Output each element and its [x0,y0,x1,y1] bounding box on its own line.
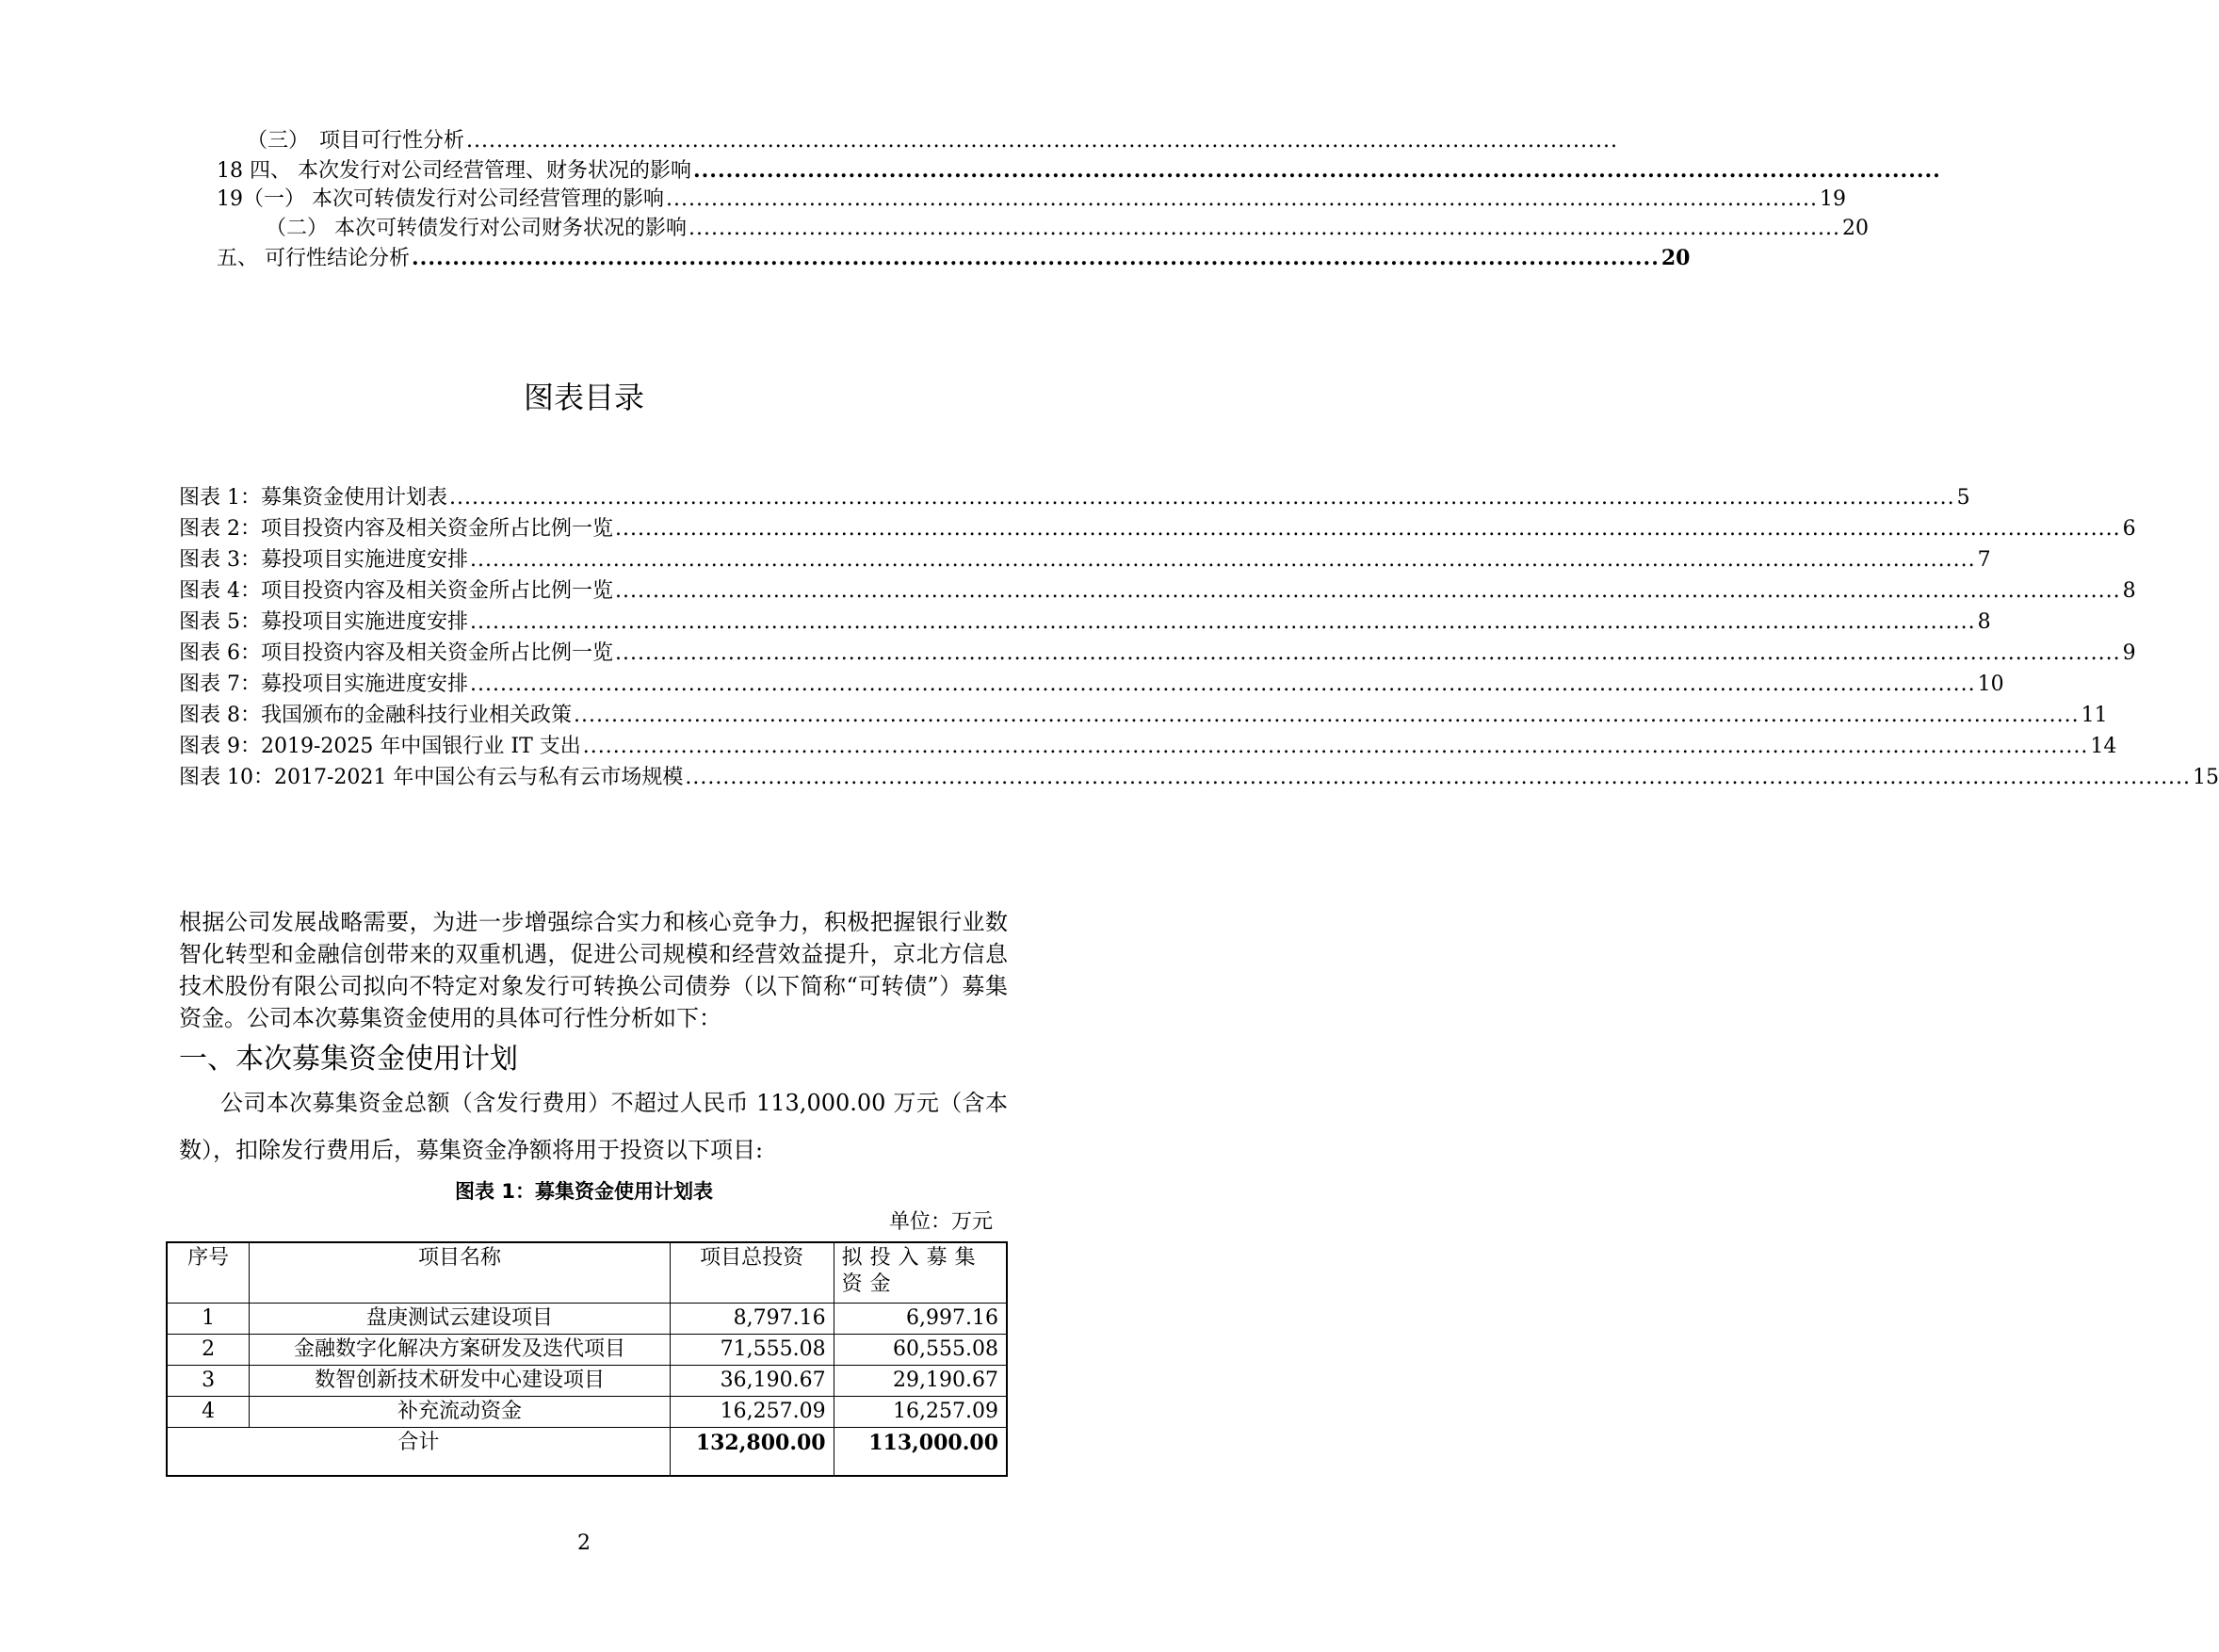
row-no: 3 [167,1365,250,1396]
header-cell: 项目总投资 [670,1242,834,1303]
table-row [167,1365,1007,1396]
toc-leader: ......................................................................................................................................................... [688,217,1840,240]
figure-leader: ........................................................................................................................................................................................................ [449,486,1955,510]
row-raise: 6,997.16 [834,1303,1007,1334]
figure-entry-label: 图表 10：2017-2021 年中国公有云与私有云市场规模 [179,766,684,789]
table-header-row [167,1242,1007,1303]
figure-leader: ........................................................................................................................................................................................................ [685,766,2192,789]
toc-leader: ......................................................................................................................................................... [466,129,1618,153]
toc-entry[interactable] [247,127,1618,155]
row-name: 数智创新技术研发中心建设项目 [250,1365,670,1396]
page-number: 2 [577,1531,591,1555]
total-raise: 113,000.00 [834,1427,1007,1476]
row-name: 金融数字化解决方案研发及迭代项目 [250,1334,670,1365]
row-total: 16,257.09 [670,1396,834,1427]
figure-entry-page: 10 [1977,672,2004,696]
toc-entry-text: 19（一） 本次可转债发行对公司经营管理的影响 [217,187,664,211]
figure-entry[interactable] [179,515,2136,543]
row-no: 4 [167,1396,250,1427]
figure-entry-page: 8 [1977,610,1991,634]
row-total: 8,797.16 [670,1303,834,1334]
toc-leader: ......................................................................................................................................................... [412,246,1660,270]
toc-entry-text: 五、 可行性结论分析 [217,247,410,270]
figure-entry-label: 图表 4：项目投资内容及相关资金所占比例一览 [179,579,613,603]
figure-leader: ........................................................................................................................................................................................................ [470,548,1976,572]
header-cell: 序号 [167,1242,250,1303]
figure-entry-page: 11 [2081,704,2108,727]
row-name: 盘庚测试云建设项目 [250,1303,670,1334]
figure-entry-label: 图表 2：项目投资内容及相关资金所占比例一览 [179,517,613,541]
figure-entry-label: 图表 1：募集资金使用计划表 [179,486,447,510]
table-unit: 单位：万元 [888,1210,993,1234]
row-total: 71,555.08 [670,1334,834,1365]
figures-title: 图表目录 [523,380,644,415]
figure-entry-page: 8 [2122,579,2136,603]
intro-paragraph: 根据公司发展战略需要，为进一步增强综合实力和核心竞争力，积极把握银行业数智化转型和金融信创带来的双重机遇，促进公司规模和经营效益提升，京北方信息技术股份有限公司拟向不特定对象发行可转换公司债券（以下简称“可转债”）募集资金。公司本次募集资金使用的具体可行性分析如下： [179,909,1008,1031]
toc-entry[interactable] [266,215,1869,243]
figure-entry-page: 14 [2090,735,2117,758]
figure-leader: ........................................................................................................................................................................................................ [574,704,2080,727]
figure-entry[interactable] [179,764,2219,792]
row-raise: 60,555.08 [834,1334,1007,1365]
figure-entry-page: 7 [1977,548,1991,572]
toc-entry-page: 20 [1841,217,1869,240]
toc-entry-text: （三） 项目可行性分析 [247,129,465,153]
figure-entry[interactable] [179,702,2108,730]
total-total: 132,800.00 [670,1427,834,1476]
figure-entry-page: 9 [2122,641,2136,665]
figure-entry[interactable] [179,671,2004,699]
toc-entry-text: （二） 本次可转债发行对公司财务状况的影响 [266,217,687,240]
figure-entry[interactable] [179,577,2136,606]
toc-entry-page: 20 [1660,246,1691,270]
figure-entry-label: 图表 5：募投项目实施进度安排 [179,610,468,634]
toc-entry-page: 19 [1819,187,1846,211]
funding-table [166,1241,1008,1477]
row-raise: 29,190.67 [834,1365,1007,1396]
header-cell: 项目名称 [250,1242,670,1303]
section-paragraph: 公司本次募集资金总额（含发行费用）不超过人民币 113,000.00 万元（含本数），扣除发行费用后，募集资金净额将用于投资以下项目: [179,1090,1008,1163]
row-no: 1 [167,1303,250,1334]
row-raise: 16,257.09 [834,1396,1007,1427]
figure-entry-page: 15 [2193,766,2219,789]
table-row [167,1334,1007,1365]
figure-leader: ........................................................................................................................................................................................................ [615,579,2121,603]
section-heading: 一、本次募集资金使用计划 [179,1043,518,1076]
figure-entry[interactable] [179,546,1991,575]
total-label: 合计 [167,1427,670,1476]
figure-entry-label: 图表 8：我国颁布的金融科技行业相关政策 [179,704,572,727]
table-total-row [167,1427,1007,1476]
figure-entry-page: 5 [1956,486,1970,510]
figure-entry-label: 图表 6：项目投资内容及相关资金所占比例一览 [179,641,613,665]
table-row [167,1303,1007,1334]
table-caption: 图表 1：募集资金使用计划表 [455,1180,713,1203]
figure-leader: ........................................................................................................................................................................................................ [470,672,1976,696]
toc-entry[interactable] [217,186,1846,214]
figure-leader: ........................................................................................................................................................................................................ [582,735,2089,758]
row-name: 补充流动资金 [250,1396,670,1427]
row-no: 2 [167,1334,250,1365]
figure-entry-label: 图表 3：募投项目实施进度安排 [179,548,468,572]
toc-leader: ......................................................................................................................................................... [692,158,1941,183]
toc-leader: ......................................................................................................................................................... [666,187,1818,211]
figure-leader: ........................................................................................................................................................................................................ [615,517,2121,541]
row-total: 36,190.67 [670,1365,834,1396]
figure-leader: ........................................................................................................................................................................................................ [615,641,2121,665]
figure-entry[interactable] [179,733,2117,761]
figure-entry-label: 图表 7：募投项目实施进度安排 [179,672,468,696]
header-cell: 拟投入募集资金 [834,1242,1007,1303]
figure-leader: ........................................................................................................................................................................................................ [470,610,1976,634]
figure-entry[interactable] [179,608,1991,637]
figure-entry[interactable] [179,484,1970,512]
toc-entry-text: 18 四、 本次发行对公司经营管理、财务状况的影响 [217,159,691,183]
figure-entry-label: 图表 9：2019-2025 年中国银行业 IT 支出 [179,735,581,758]
figure-entry-page: 6 [2122,517,2136,541]
toc-entry[interactable] [217,156,1941,186]
toc-entry[interactable] [217,244,1691,273]
table-row [167,1396,1007,1427]
figure-entry[interactable] [179,640,2136,668]
